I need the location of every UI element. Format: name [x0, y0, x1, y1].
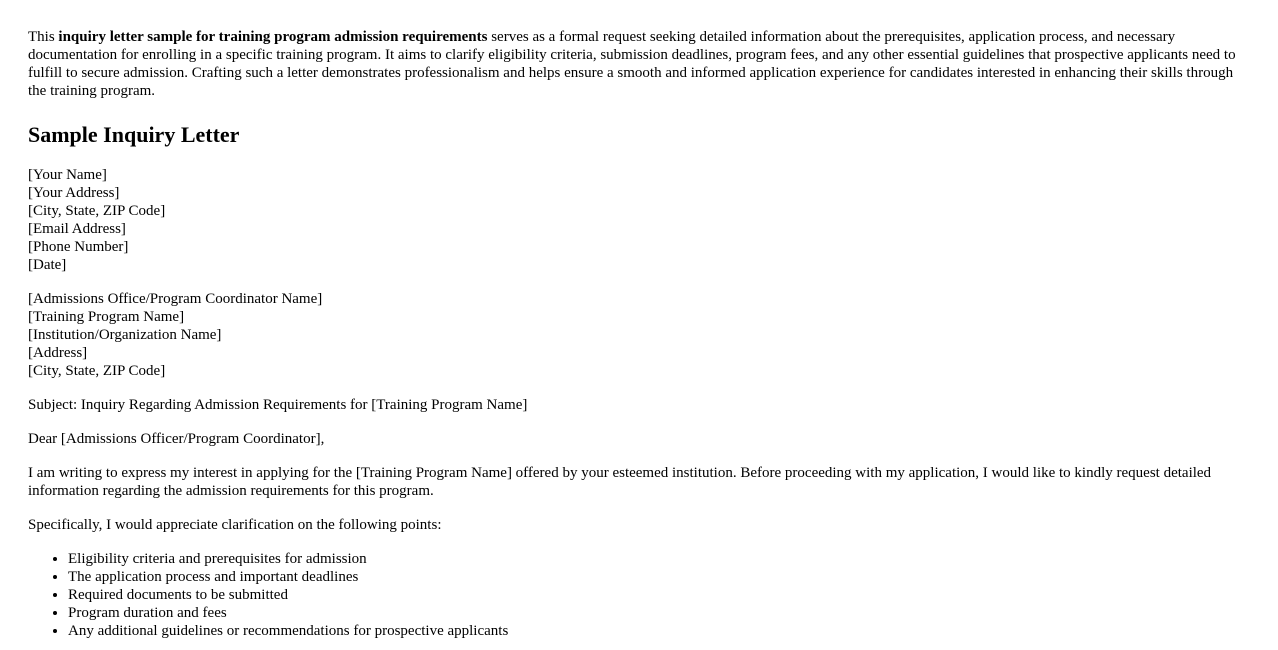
recipient-line: [City, State, ZIP Code]	[28, 363, 166, 379]
sender-line: [Email Address]	[28, 221, 126, 237]
list-item: • Required documents to be submitted	[68, 586, 1250, 604]
intro-paragraph	[28, 28, 1250, 100]
list-item: • Program duration and fees	[68, 604, 1250, 622]
intro-lead: This	[28, 29, 59, 45]
list-item: • The application process and important deadlines	[68, 568, 1250, 586]
document-page	[28, 28, 1250, 640]
section-heading: Sample Inquiry Letter	[28, 122, 240, 147]
intro-bold-phrase: inquiry letter sample for training program admission requirements	[58, 29, 488, 45]
recipient-line: [Institution/Organization Name]	[28, 327, 222, 343]
list-item: • Eligibility criteria and prerequisites for admission	[68, 550, 1250, 568]
sender-line: [Phone Number]	[28, 239, 129, 255]
list-item: • Any additional guidelines or recommendations for prospective applicants	[68, 622, 1250, 640]
points-intro: Specifically, I would appreciate clarification on the following points:	[28, 517, 442, 533]
sender-line: [City, State, ZIP Code]	[28, 203, 166, 219]
recipient-address-block	[28, 290, 1250, 380]
sender-line: [Your Address]	[28, 185, 120, 201]
intro-rest: serves as a formal request seeking detailed information about the prerequisites, application process, and necessary documentation for enrolling in a specific training program. It aims to clarify eligibility criteria, submission deadlines, program fees, and any other essential guidelines that prospective applicants need to fulfill to secure admission. Crafting such a letter demonstrates professionalism and helps ensure a smooth and informed application experience for candidates interested in enhancing their skills through the training program.	[28, 29, 1236, 99]
sender-address-block	[28, 166, 1250, 274]
recipient-line: [Training Program Name]	[28, 309, 185, 325]
subject-line: Subject: Inquiry Regarding Admission Requirements for [Training Program Name]	[28, 397, 528, 413]
recipient-line: [Admissions Office/Program Coordinator Name]	[28, 291, 323, 307]
body-paragraph: I am writing to express my interest in applying for the [Training Program Name] offered by your esteemed institution. Before proceeding with my application, I would like to kindly request detailed information regarding the admission requirements for this program.	[28, 465, 1212, 499]
recipient-line: [Address]	[28, 345, 88, 361]
sender-line: [Date]	[28, 257, 67, 273]
points-list	[28, 550, 1250, 640]
salutation: Dear [Admissions Officer/Program Coordinator],	[28, 431, 325, 447]
sender-line: [Your Name]	[28, 167, 107, 183]
